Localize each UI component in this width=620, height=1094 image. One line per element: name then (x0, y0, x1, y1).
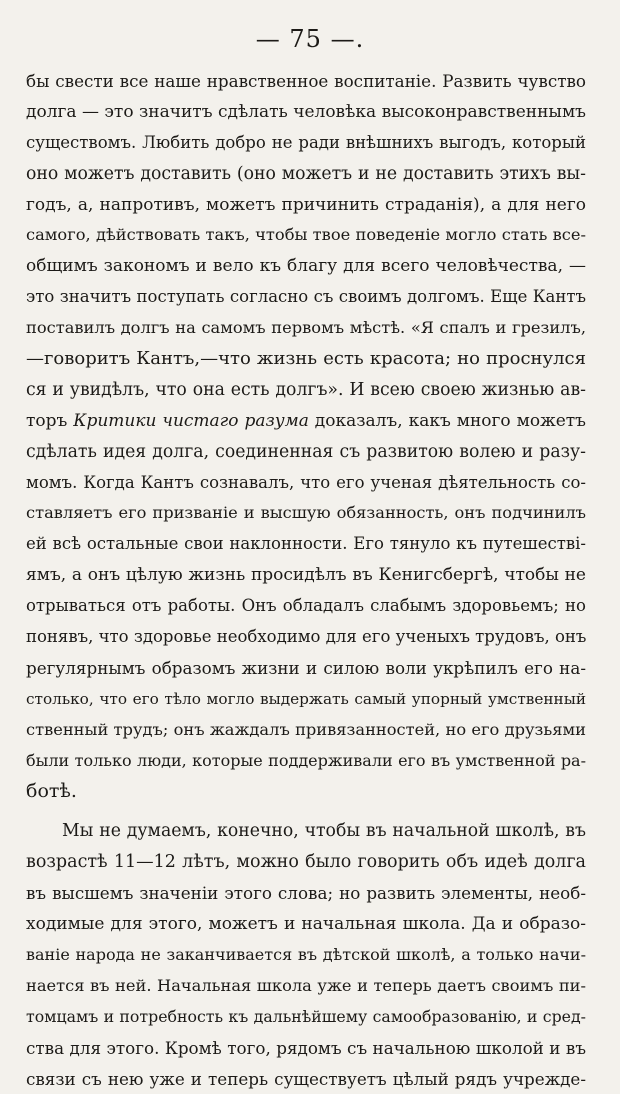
text-line: въ высшемъ значеніи этого слова; но развить элементы, необ- (26, 878, 586, 909)
text-line: это значитъ поступать согласно съ своимъ долгомъ. Еще Кантъ (26, 282, 586, 313)
text-line: сдѣлать идея долга, соединенная съ развитою волею и разу- (26, 437, 586, 468)
text-line: столько, что его тѣло могло выдержать самый упорный умственный (26, 684, 586, 715)
text-line: ственный трудъ; онъ жаждалъ привязанностей, но его друзьями (26, 715, 586, 746)
text-line: возрастѣ 11—12 лѣтъ, можно было говорить объ идеѣ долга (26, 847, 586, 878)
text-line: бы свести все наше нравственное воспитаніе. Развить чувство (26, 66, 586, 97)
text-line: момъ. Когда Кантъ сознавалъ, что его ученая дѣятельность со- (26, 468, 586, 499)
text-line: нается въ ней. Начальная школа уже и теперь даетъ своимъ пи- (26, 971, 586, 1002)
text-line: годъ, а, напротивъ, можетъ причинить страданія), а для него (26, 190, 586, 221)
text-line: ботѣ. (26, 776, 586, 807)
text-line: ства для этого. Кромѣ того, рядомъ съ начальною школой и въ (26, 1033, 586, 1064)
text-line: —говоритъ Кантъ,—что жизнь есть красота; но проснулся (26, 344, 586, 375)
text-segment: доказалъ, какъ много можетъ (309, 411, 586, 431)
book-title-italic: Критики чистаго разума (73, 411, 309, 431)
text-line: отрываться отъ работы. Онъ обладалъ слабымъ здоровьемъ; но (26, 591, 586, 622)
text-line: ставляетъ его призваніе и высшую обязанность, онъ подчинилъ (26, 498, 586, 529)
text-segment: торъ (26, 411, 73, 431)
text-line: были только люди, которые поддерживали его въ умственной ра- (26, 746, 586, 777)
text-line: самого, дѣйствовать такъ, чтобы твое поведеніе могло стать все- (26, 220, 586, 251)
text-line: долга — это значитъ сдѣлать человѣка высоконравственнымъ (26, 97, 586, 128)
text-line: оно можетъ доставить (оно можетъ и не доставить этихъ вы- (26, 159, 586, 190)
body-text (26, 66, 586, 1094)
page-number: — 75 —. (0, 24, 620, 54)
text-line: ваніе народа не заканчивается въ дѣтской школѣ, а только начи- (26, 940, 586, 971)
text-line: ся и увидѣлъ, что она есть долгъ». И всею своею жизнью ав- (26, 375, 586, 406)
text-line: Мы не думаемъ, конечно, чтобы въ начальной школѣ, въ (26, 816, 586, 847)
paragraph-1 (26, 66, 586, 807)
text-line: понявъ, что здоровье необходимо для его ученыхъ трудовъ, онъ (26, 622, 586, 653)
text-line: общимъ закономъ и вело къ благу для всего человѣчества, — (26, 251, 586, 282)
text-line: связи съ нею уже и теперь существуетъ цѣлый рядъ учрежде- (26, 1064, 586, 1094)
text-line: существомъ. Любить добро не ради внѣшнихъ выгодъ, который (26, 128, 586, 159)
text-line: ей всѣ остальные свои наклонности. Его тянуло къ путешестві- (26, 529, 586, 560)
text-line-with-title (26, 406, 586, 437)
paragraph-2 (26, 816, 586, 1094)
text-line: томцамъ и потребность къ дальнѣйшему самообразованію, и сред- (26, 1002, 586, 1033)
text-line: ходимые для этого, можетъ и начальная школа. Да и образо- (26, 909, 586, 940)
text-line: ямъ, а онъ цѣлую жизнь просидѣлъ въ Кенигсбергѣ, чтобы не (26, 560, 586, 591)
text-line: регулярнымъ образомъ жизни и силою воли укрѣпилъ его на- (26, 653, 586, 684)
text-line: поставилъ долгъ на самомъ первомъ мѣстѣ. «Я спалъ и грезилъ, (26, 313, 586, 344)
